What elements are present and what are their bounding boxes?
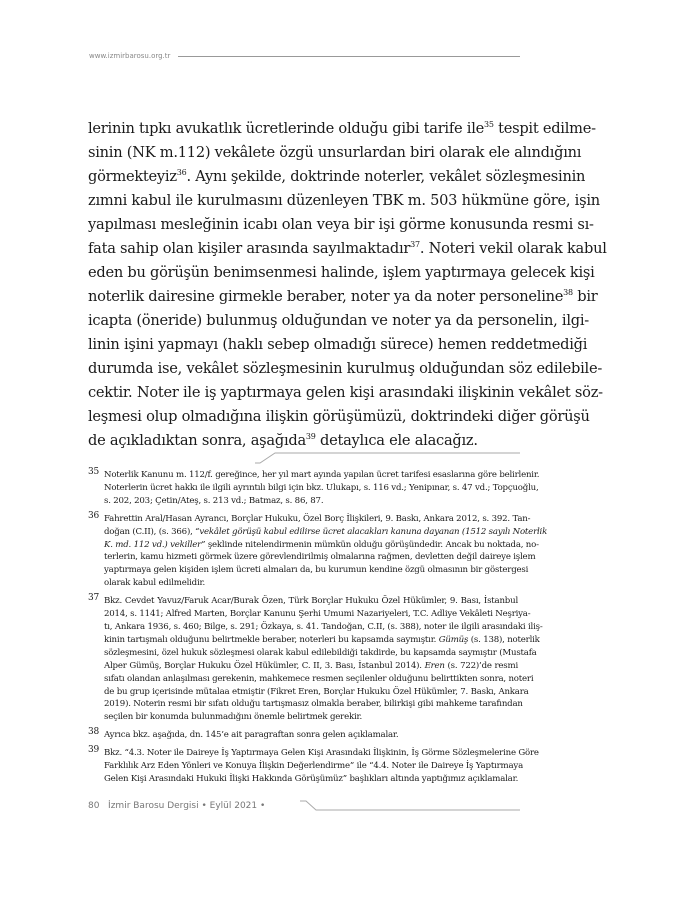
footnotes bbox=[88, 467, 548, 791]
text-segment: Noterlerin ücret hakkı ile ilgili ayrıntılı bilgi için bkz. Ulukapı, s. 116 vd.; Yenipınar, s. 47 vd.; Topçuoğlu, bbox=[104, 482, 539, 493]
text-line bbox=[104, 482, 539, 495]
text-segment: durumda ise, vekâlet sözleşmesinin kurulmuş olduğundan söz edilebile- bbox=[88, 360, 603, 377]
text-line bbox=[104, 595, 518, 608]
text-segment: zımni kabul ile kurulmasını düzenleyen TBK m. 503 hükmüne göre, işin bbox=[88, 192, 600, 209]
text-line bbox=[88, 189, 600, 213]
text-line bbox=[88, 237, 607, 261]
footnote bbox=[88, 745, 539, 786]
text-line bbox=[88, 381, 603, 405]
text-segment: yapılması mesleğinin icabı olan veya bir işi görme konusunda resmi sı- bbox=[88, 216, 594, 233]
text-line bbox=[88, 309, 589, 333]
footer bbox=[88, 800, 265, 812]
text-segment: sözleşmesini, özel hukuk sözleşmesi olarak kabul edilebildiği takdirde, bu kapsamda saymıştır (Mustafa bbox=[104, 647, 537, 658]
text-segment: icapta (öneride) bulunmuş olduğundan ve noter ya da personelin, ilgi- bbox=[88, 312, 589, 329]
text-segment: . Aynı şekilde, doktrinde noterler, vekâlet sözleşmesinin bbox=[186, 168, 586, 185]
journal-name: İzmir Barosu Dergisi • Eylül 2021 • bbox=[108, 801, 266, 811]
text-line bbox=[88, 141, 582, 165]
text-segment: 2019). Noterin resmi bir sıfatı olduğu tartışmasız olmakla beraber, bilirkişi gibi mahkeme tarafından bbox=[104, 699, 523, 710]
text-segment: Gümüş bbox=[438, 634, 469, 645]
footnote-ref[interactable]: 37 bbox=[410, 240, 420, 249]
footer-rule bbox=[300, 800, 525, 812]
text-segment: cektir. Noter ile iş yaptırmaya gelen kişi arasındaki ilişkinin vekâlet söz- bbox=[88, 384, 603, 401]
text-segment: de bu grup içerisinde mütalaa etmiştir (Fikret Eren, Borçlar Hukuku Özel Hükümler, 7. Baskı, Ankara bbox=[104, 686, 529, 697]
text-line bbox=[104, 660, 518, 673]
body-text bbox=[88, 117, 607, 453]
header-rule bbox=[178, 56, 520, 57]
text-line bbox=[104, 747, 539, 760]
text-line bbox=[104, 621, 543, 634]
footnote-ref[interactable]: 39 bbox=[305, 432, 316, 441]
text-line bbox=[88, 357, 603, 381]
text-line bbox=[88, 165, 586, 189]
text-segment: Farklılık Arz Eden Yönleri ve Konuya İlişkin Değerlendirme” ile “4.4. Noter ile Daireye İş Yaptırmaya bbox=[104, 761, 523, 772]
text-segment: kinin tartışmalı olduğunu belirtmekle beraber, noterleri bu kapsamda saymıştır. bbox=[104, 634, 439, 645]
text-segment: eden bu görüşün benimsenmesi halinde, işlem yaptırmaya gelecek kişi bbox=[88, 264, 595, 281]
text-segment: olarak kabul edilmelidir. bbox=[104, 578, 206, 589]
text-segment: fata sahip olan kişiler arasında sayılmaktadır bbox=[88, 240, 411, 257]
footnote-separator bbox=[255, 452, 525, 464]
text-segment: terlerin, kamu hizmeti görmek üzere görevlendirilmiş olmalarına rağmen, devletten değil daireye işlem bbox=[104, 552, 536, 563]
text-segment: lerinin tıpkı avukatlık ücretlerinde olduğu gibi tarife ile bbox=[88, 120, 484, 137]
text-line bbox=[88, 405, 590, 429]
footnote-ref[interactable]: 38 bbox=[563, 288, 573, 297]
text-segment: “vekâlet görüşü kabul edilirse ücret alacakları kanuna dayanan (1512 sayılı Noterlik bbox=[195, 526, 548, 537]
text-line bbox=[104, 698, 523, 711]
text-segment: bir bbox=[572, 288, 598, 305]
footnote-number: 35 bbox=[88, 467, 100, 477]
footnote-ref[interactable]: 35 bbox=[484, 120, 494, 129]
text-segment: leşmesi olup olmadığına ilişkin görüşümüzü, doktrindeki diğer görüşü bbox=[88, 408, 590, 425]
text-line bbox=[88, 285, 598, 309]
text-line bbox=[104, 686, 529, 699]
footnote-number: 36 bbox=[88, 510, 100, 521]
text-segment: sıfatı olandan anlaşılması gerekenin, mahkemece resmen seçilenler olduğunu belirttikten sonra, noteri bbox=[104, 673, 534, 684]
text-segment: K. md. 112 vd.) vekiller” bbox=[104, 539, 206, 550]
text-segment: tı, Ankara 1936, s. 460; Bilge, s. 291; Özkaya, s. 41. Tandoğan, C.II, (s. 388), noter ile ilgili arasındaki iliş- bbox=[104, 621, 543, 632]
text-segment: 2014, s. 1141; Alfred Marten, Borçlar Kanunu Şerhi Umumi Nazariyeleri, T.C. Adliye Vekâleti Neşriya- bbox=[104, 609, 531, 620]
text-segment: sinin (NK m.112) vekâlete özgü unsurlardan biri olarak ele alındığını bbox=[88, 144, 582, 161]
text-line bbox=[88, 333, 588, 357]
header-url: www.izmirbarosu.org.tr bbox=[89, 52, 171, 60]
text-line bbox=[104, 577, 518, 590]
footnote bbox=[88, 729, 518, 742]
footnote bbox=[88, 510, 548, 590]
text-segment: Alper Gümüş, Borçlar Hukuku Özel Hükümler, C. II, 3. Bası, İstanbul 2014). bbox=[104, 660, 425, 671]
footnote bbox=[88, 467, 540, 508]
text-line bbox=[104, 760, 523, 773]
footnote-ref[interactable]: 36 bbox=[176, 168, 187, 177]
footnote-number: 38 bbox=[88, 727, 100, 738]
text-segment: Noterlik Kanunu m. 112/f. gereğince, her yıl mart ayında yapılan ücret tarifesi esaslarına göre belirlenir. bbox=[104, 470, 540, 480]
text-segment: Eren bbox=[424, 660, 445, 671]
text-line bbox=[104, 539, 539, 552]
text-line bbox=[88, 117, 596, 141]
text-line bbox=[88, 213, 594, 237]
text-segment: seçilen bir konumda bulunmadığını önemle belirtmek gerekir. bbox=[104, 712, 363, 723]
text-segment: . Noteri vekil olarak kabul bbox=[419, 240, 607, 257]
text-line bbox=[104, 469, 540, 482]
text-segment: görmekteyiz bbox=[88, 168, 177, 185]
footnote-number: 37 bbox=[88, 593, 100, 604]
text-segment: doğan (C.II), (s. 366), bbox=[104, 526, 196, 537]
text-line bbox=[104, 513, 531, 526]
text-line bbox=[104, 551, 536, 564]
text-segment: tespit edilme- bbox=[493, 120, 596, 137]
text-segment: linin işini yapmayı (haklı sebep olmadığı sürece) hemen reddetmediği bbox=[88, 336, 588, 353]
text-segment: Bkz. Cevdet Yavuz/Faruk Acar/Burak Özen, Türk Borçlar Hukuku Özel Hükümler, 9. Bası, İstanbul bbox=[104, 596, 518, 607]
footnote bbox=[88, 593, 543, 724]
text-segment: detaylıca ele alacağız. bbox=[315, 432, 478, 449]
text-segment: noterlik dairesine girmekle beraber, noter ya da noter personeline bbox=[88, 288, 564, 305]
text-segment: Ayrıca bkz. aşağıda, dn. 145’e ait paragraftan sonra gelen açıklamalar. bbox=[104, 730, 399, 741]
text-line bbox=[104, 673, 534, 686]
text-segment: (s. 138), noterlik bbox=[468, 634, 540, 645]
text-line bbox=[104, 495, 518, 508]
footnote-number: 39 bbox=[88, 745, 100, 756]
text-segment: (s. 722)’de resmi bbox=[444, 660, 518, 671]
page-number: 80 bbox=[88, 801, 100, 811]
text-line bbox=[88, 429, 518, 453]
text-line bbox=[104, 773, 518, 786]
text-line bbox=[104, 608, 531, 621]
text-segment: Fahrettin Aral/Hasan Ayrancı, Borçlar Hukuku, Özel Borç İlişkileri, 9. Baskı, Ankara 2012, s. 392. Tan- bbox=[104, 513, 531, 524]
text-segment: şeklinde nitelendirmenin mümkün olduğu görüşündedir. Ancak bu noktada, no- bbox=[205, 539, 539, 550]
text-segment: Gelen Kişi Arasındaki Hukuki İlişki Hakkında Görüşümüz” başlıkları altında yaptığımız açıklamalar. bbox=[104, 773, 519, 784]
text-line bbox=[104, 647, 537, 660]
text-line bbox=[104, 634, 540, 647]
text-line bbox=[88, 261, 595, 285]
text-segment: s. 202, 203; Çetin/Ateş, s. 213 vd.; Batmaz, s. 86, 87. bbox=[104, 495, 324, 506]
text-line bbox=[104, 564, 529, 577]
text-line bbox=[104, 729, 518, 742]
text-line bbox=[104, 711, 518, 724]
text-segment: de açıkladıktan sonra, aşağıda bbox=[88, 432, 306, 449]
text-line bbox=[104, 526, 548, 539]
text-segment: Bkz. “4.3. Noter ile Daireye İş Yaptırmaya Gelen Kişi Arasındaki İlişkinin, İş Görme Sözleşmelerine Göre bbox=[104, 748, 539, 759]
text-segment: yaptırmaya gelen kişiden işlem ücreti almaları da, bu kurumun kendine özgü olmasının bir göstergesi bbox=[104, 565, 529, 576]
